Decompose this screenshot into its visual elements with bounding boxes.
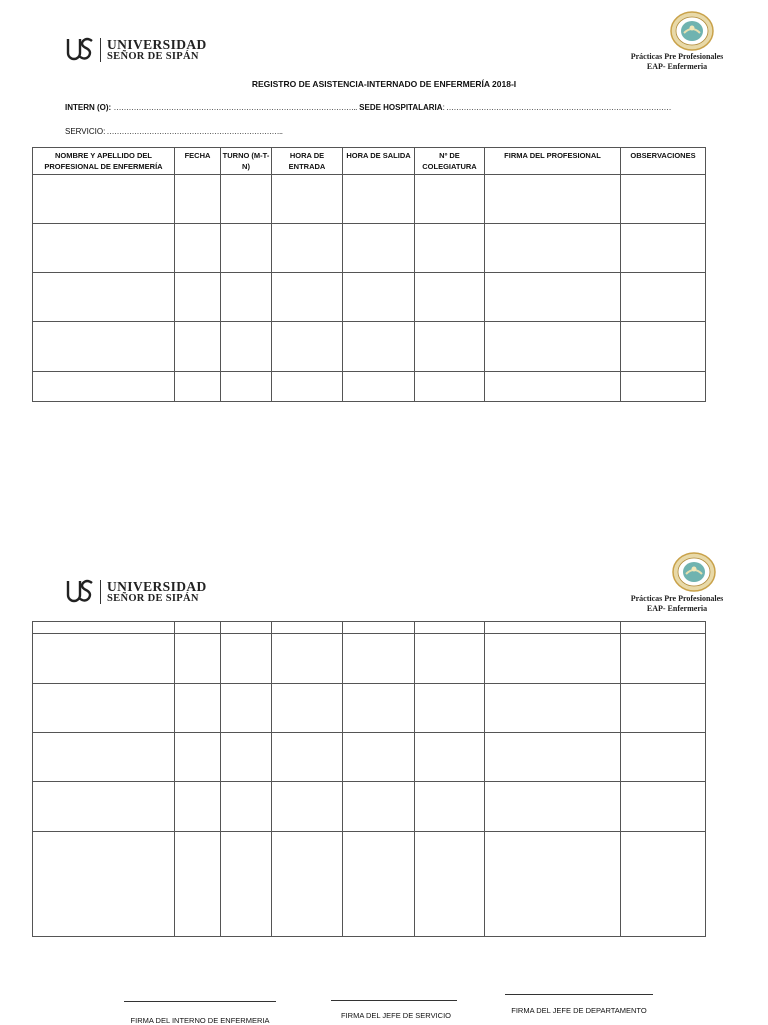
seal-caption-line-1: Prácticas Pre Profesionales — [630, 52, 724, 61]
header-hora-entrada: HORA DE ENTRADA — [272, 148, 343, 175]
faculty-seal-icon — [670, 11, 714, 51]
header-turno: TURNO (M-T-N) — [221, 148, 272, 175]
signature-label-jefe-servicio: FIRMA DEL JEFE DE SERVICIO — [340, 1011, 452, 1020]
seal-caption — [617, 52, 737, 72]
table-row — [33, 782, 706, 832]
servicio-field[interactable]: : …………………………………………………………….. — [103, 127, 283, 136]
attendance-table-1 — [32, 147, 706, 402]
signature-line-interno[interactable] — [124, 1001, 276, 1002]
header-hora-salida: HORA DE SALIDA — [343, 148, 415, 175]
header-fecha: FECHA — [175, 148, 221, 175]
header-observaciones: OBSERVACIONES — [621, 148, 706, 175]
signature-line-jefe-departamento[interactable] — [505, 994, 653, 995]
faculty-seal-icon — [672, 552, 716, 592]
header-nombre: NOMBRE Y APELLIDO DEL PROFESIONAL DE ENFERMERÍA — [33, 148, 175, 175]
table-row — [33, 372, 706, 402]
signature-label-interno: FIRMA DEL INTERNO DE ENFERMERIA — [130, 1016, 270, 1025]
table-row — [33, 733, 706, 782]
table-row — [33, 634, 706, 684]
logo-line-1: UNIVERSIDAD — [107, 36, 207, 52]
document-title: REGISTRO DE ASISTENCIA-INTERNADO DE ENFERMERÍA 2018-I — [251, 79, 517, 89]
university-logo — [66, 36, 207, 64]
header-colegiatura: Nº DE COLEGIATURA — [415, 148, 485, 175]
university-logo-2 — [66, 578, 207, 606]
attendance-table-2 — [32, 621, 706, 937]
logo-line-2: SEÑOR DE SIPÁN — [107, 51, 199, 62]
signature-line-jefe-servicio[interactable] — [331, 1000, 457, 1001]
sede-field[interactable]: : ……………………………………………………………………………… — [442, 103, 672, 112]
signature-label-jefe-departamento: FIRMA DEL JEFE DE DEPARTAMENTO — [511, 1006, 647, 1015]
table-row — [33, 684, 706, 733]
table-row — [33, 622, 706, 634]
intern-field-row — [65, 103, 671, 112]
seal-caption-line-2: EAP- Enfermeria — [646, 604, 708, 613]
sede-label: SEDE HOSPITALARIA — [359, 103, 443, 112]
header-firma: FIRMA DEL PROFESIONAL — [485, 148, 621, 175]
uss-monogram-icon — [66, 578, 96, 606]
uss-monogram-icon — [66, 36, 96, 64]
seal-caption-line-1: Prácticas Pre Profesionales — [630, 594, 724, 603]
logo-line-1: UNIVERSIDAD — [107, 578, 207, 594]
intern-field[interactable]: …………………………………………………………………………………….. — [113, 103, 357, 112]
table-row — [33, 322, 706, 372]
table-row — [33, 832, 706, 937]
logo-line-2: SEÑOR DE SIPÁN — [107, 593, 199, 604]
servicio-label: SERVICIO — [65, 127, 104, 136]
servicio-field-row — [65, 127, 282, 136]
table-row — [33, 224, 706, 273]
table-row — [33, 175, 706, 224]
seal-caption-2 — [617, 594, 737, 614]
table-header-row — [33, 148, 706, 175]
table-row — [33, 273, 706, 322]
intern-label: INTERN (O): — [65, 103, 112, 112]
seal-caption-line-2: EAP- Enfermeria — [646, 62, 708, 71]
